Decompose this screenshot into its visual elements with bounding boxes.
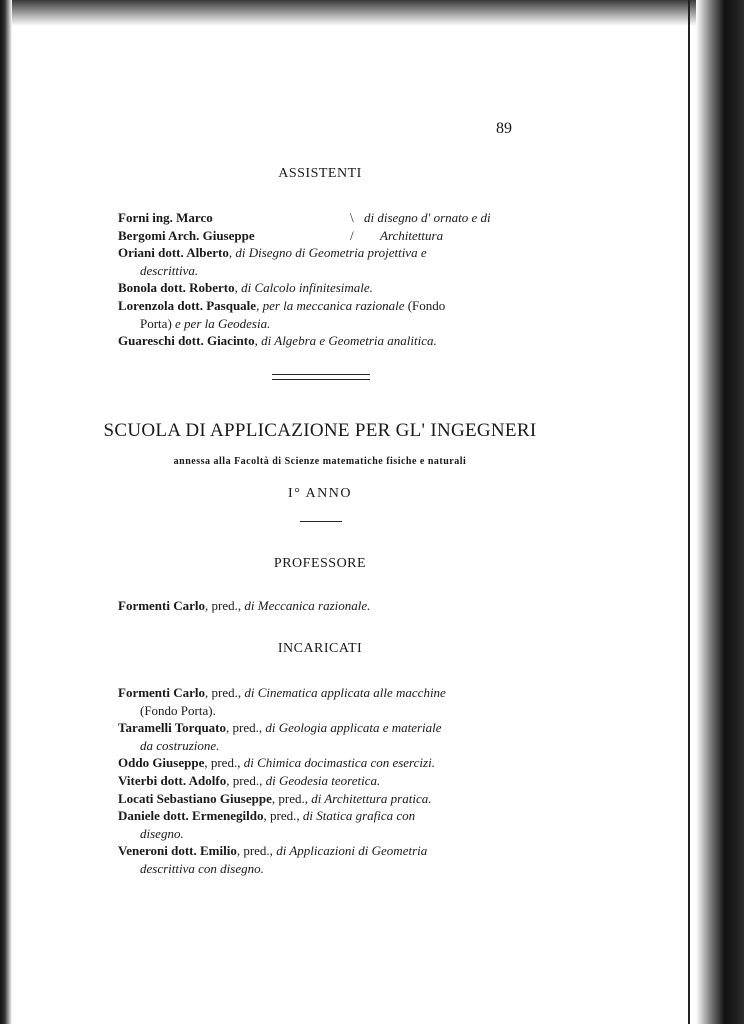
role-tail: (Fondo <box>404 297 446 313</box>
role-continuation: descrittiva. <box>140 262 199 278</box>
list-item <box>118 597 528 615</box>
pred-text: , pred., <box>226 720 266 736</box>
list-item <box>118 772 528 790</box>
pred-text: , pred., <box>271 790 312 806</box>
role-text: di Applicazioni di Geometria <box>276 843 428 859</box>
double-rule-divider <box>272 374 370 380</box>
pred-text: , pred., <box>236 843 277 859</box>
person-name: Lorenzola dott. Pasquale <box>118 297 257 313</box>
scan-left-edge <box>0 0 12 1024</box>
separator: , <box>256 297 263 313</box>
assistenti-heading: ASSISTENTI <box>278 166 362 181</box>
school-annex-subtitle: annessa alla Facoltà di Scienze matematiche fisiche e naturali <box>173 456 467 467</box>
person-name: Forni ing. Marco <box>118 210 213 225</box>
incaricati-list <box>118 684 528 878</box>
short-rule-divider <box>300 521 342 522</box>
professore-list <box>118 597 528 615</box>
person-name: Bergomi Arch. Giuseppe <box>118 227 255 243</box>
list-item <box>118 209 528 227</box>
person-name: Veneroni dott. Emilio <box>118 843 237 859</box>
brace-mark: / <box>350 227 354 243</box>
separator: , <box>254 333 262 349</box>
role-continuation: (Fondo Porta). <box>140 702 216 718</box>
list-item <box>118 842 528 877</box>
role-text: di Meccanica razionale. <box>244 598 371 613</box>
pred-text: , pred., <box>205 685 245 700</box>
role-continuation <box>118 315 528 333</box>
list-item <box>118 684 528 719</box>
role-text: di Calcolo infinitesimale. <box>241 280 373 296</box>
role-text: di Geodesia teoretica. <box>265 772 381 788</box>
role-text: e per la Geodesia. <box>175 315 271 331</box>
list-item <box>118 279 528 297</box>
person-name: Oddo Giuseppe <box>118 755 205 771</box>
scan-top-edge <box>0 0 744 26</box>
person-name: Guareschi dott. Giacinto <box>118 333 255 349</box>
role-continuation: da costruzione. <box>140 737 220 753</box>
pred-text: , pred., <box>226 772 266 788</box>
role-text: per la meccanica razionale <box>262 297 405 313</box>
list-item <box>118 790 528 808</box>
pred-text: , pred., <box>204 755 244 771</box>
person-name: Locati Sebastiano Giuseppe <box>118 790 272 806</box>
list-item <box>118 807 528 842</box>
role-text: di Geologia applicata e materiale <box>265 720 442 736</box>
person-name: Oriani dott. Alberto <box>118 245 229 261</box>
school-title: SCUOLA DI APPLICAZIONE PER GL' INGEGNERI <box>103 420 537 441</box>
role-text: di Algebra e Geometria analitica. <box>261 333 437 349</box>
brace-mark: \ <box>350 210 354 225</box>
person-name: Formenti Carlo <box>118 598 206 613</box>
list-item <box>118 332 528 350</box>
scan-binding-edge <box>696 0 744 1024</box>
list-item <box>118 719 528 754</box>
page-number: 89 <box>496 120 512 137</box>
list-item <box>118 754 528 772</box>
person-name: Bonola dott. Roberto <box>118 280 235 296</box>
role-text: di Disegno di Geometria projettiva e <box>235 245 427 261</box>
professore-heading: PROFESSORE <box>273 556 367 571</box>
person-name: Viterbi dott. Adolfo <box>118 772 227 788</box>
role-text: di Chimica docimastica con esercizi. <box>243 755 435 771</box>
list-item <box>118 244 528 279</box>
person-name: Taramelli Torquato <box>118 720 226 736</box>
assistenti-list <box>118 209 528 350</box>
person-name: Formenti Carlo <box>118 685 206 700</box>
pred-text: , pred., <box>205 598 245 613</box>
role-text: di Architettura pratica. <box>311 790 432 806</box>
page-edge-line <box>688 0 690 1024</box>
role-text: di Statica grafica con <box>302 808 416 824</box>
role-continuation: disegno. <box>140 825 184 841</box>
list-item <box>118 297 528 332</box>
year-heading: I° ANNO <box>288 486 352 501</box>
pred-text: , pred., <box>263 808 303 824</box>
plain-text: Porta) <box>140 315 176 331</box>
list-item <box>118 227 528 245</box>
incaricati-heading: INCARICATI <box>277 641 363 656</box>
person-name: Daniele dott. Ermenegildo <box>118 808 264 824</box>
role-text: di disegno d' ornato e di <box>364 210 491 225</box>
role-continuation: descrittiva con disegno. <box>140 860 264 876</box>
role-text: Architettura <box>380 227 444 243</box>
role-text: di Cinematica applicata alle macchine <box>244 685 446 700</box>
separator: , <box>228 245 236 261</box>
separator: , <box>234 280 242 296</box>
